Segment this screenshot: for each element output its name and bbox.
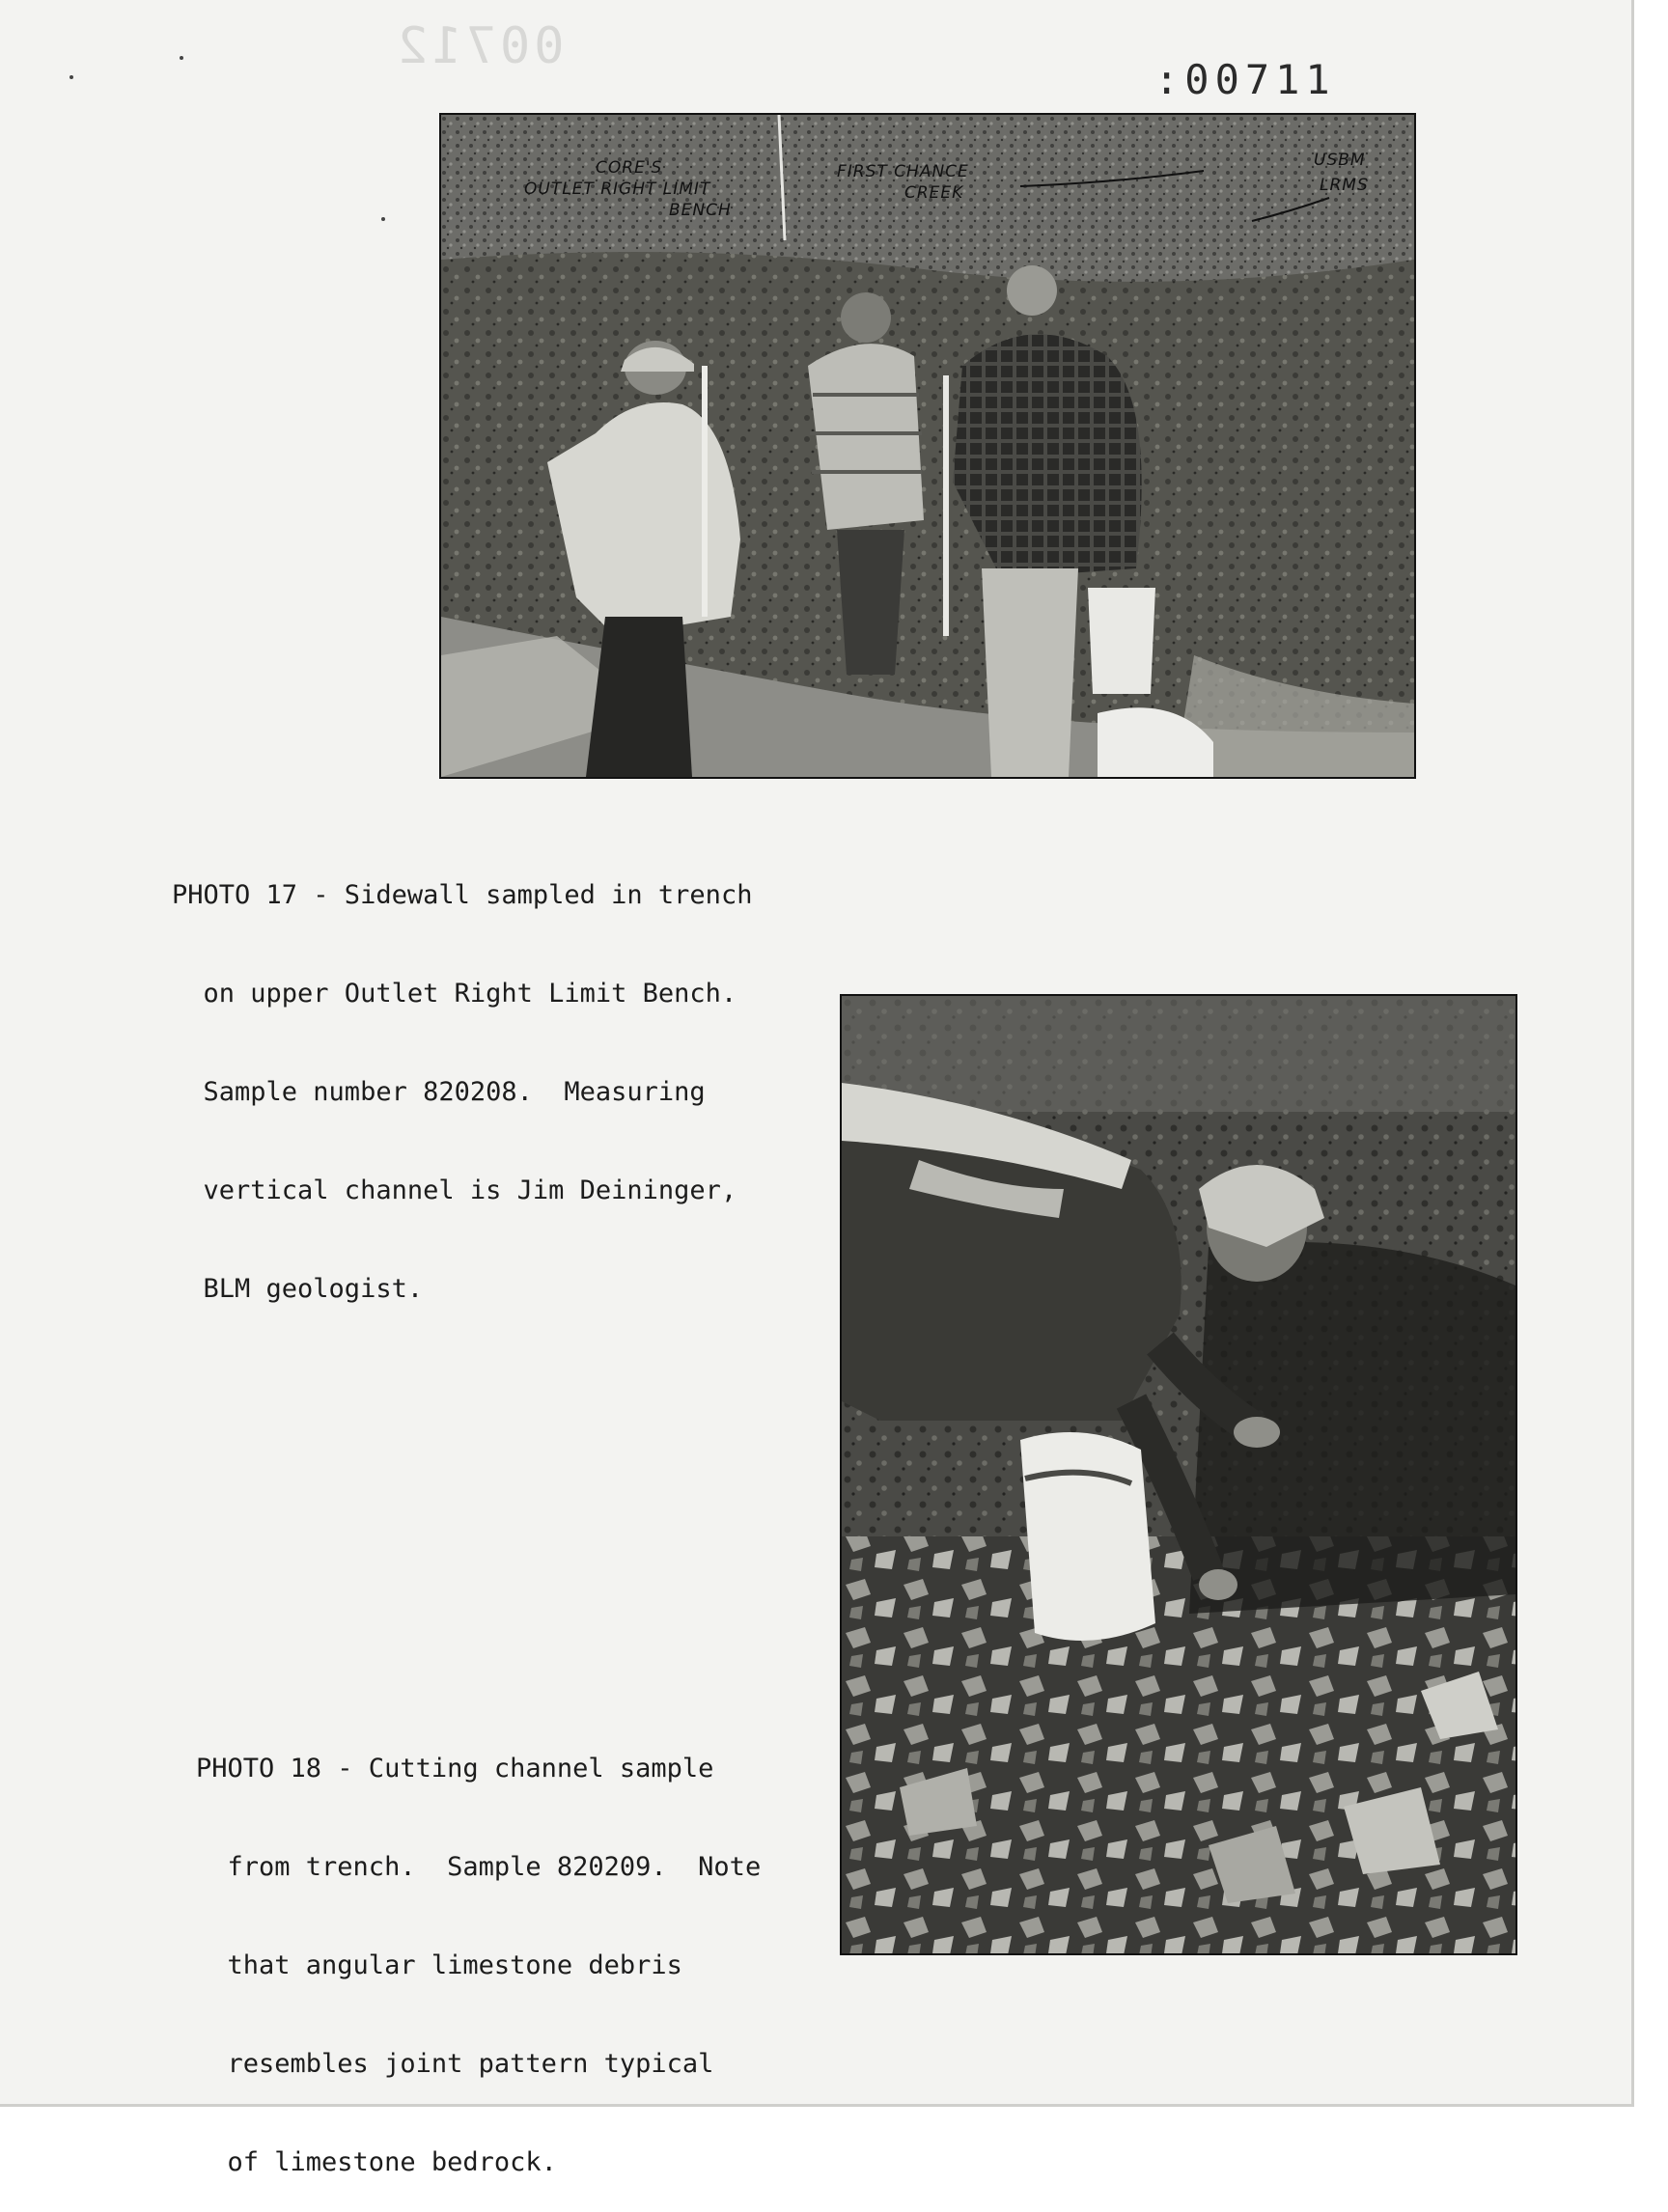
caption-photo-18: [196, 1687, 761, 2212]
page-number: :00711: [1154, 56, 1336, 103]
caption-line: PHOTO 18 - Cutting channel sample: [196, 1754, 714, 1783]
annotation-cores: CORE'S: [596, 158, 663, 178]
annotation-bench: BENCH: [669, 201, 732, 220]
caption-line: that angular limestone debris: [196, 1950, 682, 1980]
caption-photo-17: [172, 814, 752, 1339]
annotation-lrms: LRMS: [1320, 176, 1369, 195]
speck: [70, 75, 73, 79]
caption-line: BLM geologist.: [172, 1274, 424, 1304]
caption-line: resembles joint pattern typical: [196, 2049, 714, 2079]
photo-18-image: [842, 996, 1515, 1953]
speck: [381, 217, 385, 221]
photo-17-trench-sidewall: [439, 113, 1416, 779]
caption-line: of limestone bedrock.: [196, 2147, 557, 2177]
annotation-first-chance: FIRST CHANCE: [837, 162, 969, 181]
photo-17-image: [441, 115, 1414, 777]
caption-line: Sample number 820208. Measuring: [172, 1077, 706, 1107]
photo-18-cutting-channel-sample: [840, 994, 1517, 1955]
annotation-outlet-right-limit: OUTLET RIGHT LIMIT: [524, 180, 711, 199]
caption-line: PHOTO 17 - Sidewall sampled in trench: [172, 880, 753, 910]
bleed-through-page-number: 00712: [394, 17, 565, 75]
caption-line: vertical channel is Jim Deininger,: [172, 1175, 737, 1205]
caption-line: from trench. Sample 820209. Note: [196, 1852, 762, 1882]
speck: [180, 56, 183, 60]
annotation-usbm: USBM: [1314, 151, 1366, 170]
annotation-creek: CREEK: [904, 183, 964, 203]
caption-line: on upper Outlet Right Limit Bench.: [172, 979, 737, 1009]
